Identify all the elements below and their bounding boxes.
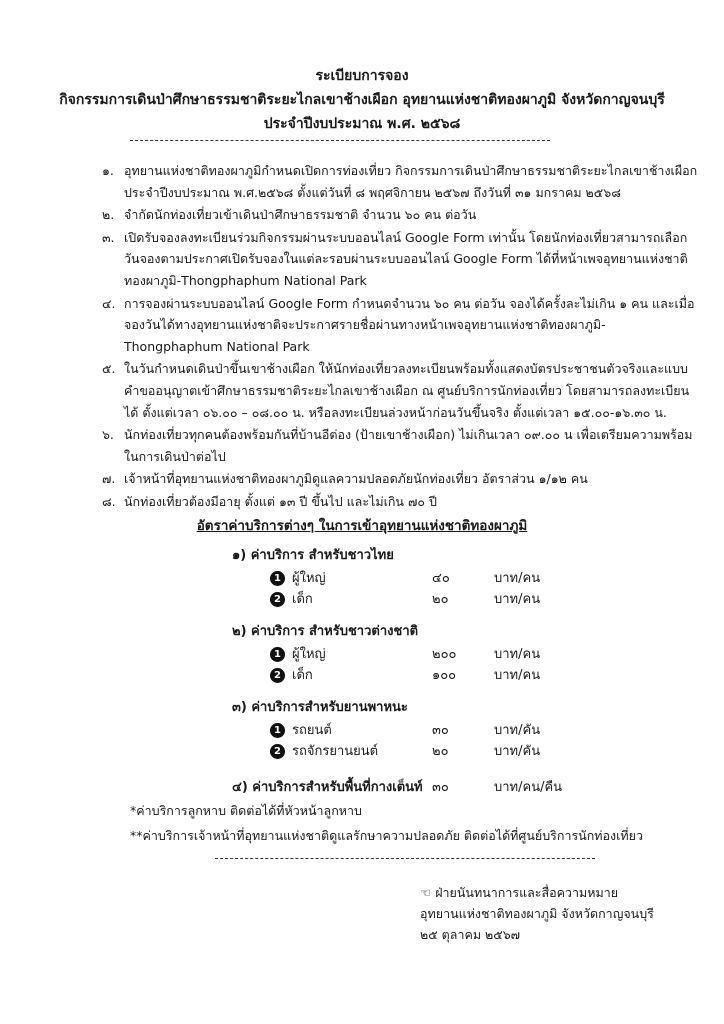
pointing-hand-icon: ☜ <box>420 885 432 900</box>
rule-item <box>102 227 702 292</box>
fee-item-unit: บาท/คน/คืน <box>494 780 563 795</box>
number-badge-icon: 2 <box>270 744 285 759</box>
fee-item-unit: บาท/คน <box>494 668 541 683</box>
number-badge-icon: 1 <box>270 571 285 586</box>
fee-item-name: รถยนต์ <box>292 723 332 738</box>
fee-item <box>232 568 652 589</box>
fee-item-name: ผู้ใหญ่ <box>292 647 326 662</box>
rule-text: นักท่องเที่ยวทุกคนต้องพร้อมกันที่บ้านอีต่อง (ป้ายเขาช้างเผือก) ไม่เกินเวลา ๐๙.๐๐ น เพื่อเตรียมความพร้อมในการเดินป่าต่อไป <box>124 427 693 464</box>
fee-item-unit: บาท/คน <box>494 592 541 607</box>
rule-item <box>102 424 702 467</box>
rule-number: ๓. <box>102 229 115 245</box>
fee-item-price: ๒๐ <box>432 592 449 607</box>
fee-item-name: ผู้ใหญ่ <box>292 571 326 586</box>
fee-item-unit: บาท/คน <box>494 571 541 586</box>
fee-item-price: ๒๐๐ <box>432 647 457 662</box>
fee-category-label: ๔) ค่าบริการสำหรับพื้นที่กางเต็นท์ <box>232 780 423 795</box>
fees-heading: อัตราค่าบริการต่างๆ ในการเข้าอุทยานแห่งชาติทองผาภูมิ <box>196 518 528 534</box>
rule-text: เปิดรับจองลงทะเบียนร่วมกิจกรรมผ่านระบบออนไลน์ Google Form เท่านั้น โดยนักท่องเที่ยวสามารถเลือกวันจองตามประกาศเปิดรับจองในแต่ละรอบผ่านระบบออนไลน์ Google Form ได้ที่หน้าเพจอุทยานแห่งชาติทองผาภูมิ-Thongphaphum National Park <box>124 229 688 288</box>
title-separator <box>130 140 550 141</box>
rule-item <box>102 204 702 226</box>
rule-text: เจ้าหน้าที่อุทยานแห่งชาติทองผาภูมิดูแลความปลอดภัยนักท่องเที่ยว อัตราส่วน ๑/๑๒ คน <box>124 471 588 487</box>
fee-item <box>232 741 652 762</box>
rule-number: ๔. <box>102 295 116 311</box>
fee-item <box>232 665 652 686</box>
fee-item-price: ๑๐๐ <box>432 668 457 683</box>
rule-item <box>102 468 702 490</box>
rule-text: นักท่องเที่ยวต้องมีอายุ ตั้งแต่ ๑๓ ปี ขึ้นไป และไม่เกิน ๗๐ ปี <box>124 493 437 509</box>
signature-park: อุทยานแห่งชาติทองผาภูมิ จังหวัดกาญจนบุรี <box>420 906 654 921</box>
title-line-3: ประจำปีงบประมาณ พ.ศ. ๒๕๖๘ <box>263 116 461 132</box>
number-badge-icon: 2 <box>270 592 285 607</box>
number-badge-icon: 1 <box>270 723 285 738</box>
rule-text: อุทยานแห่งชาติทองผาภูมิกำหนดเปิดการท่องเที่ยว กิจกรรมการเดินป่าศึกษาธรรมชาติระยะไกลเขาช้างเผือก ประจำปีงบประมาณ พ.ศ.๒๕๖๘ ตั้งแต่วันที่ ๘ พฤศจิกายน ๒๕๖๗ ถึงวันที่ ๓๑ มกราคม ๒๕๖๘ <box>124 163 698 200</box>
rule-number: ๒. <box>102 207 115 223</box>
note-staff: **ค่าบริการเจ้าหน้าที่อุทยานแห่งชาติดูแลรักษาความปลอดภัย ติดต่อได้ที่ศูนย์บริการนักท่องเที่ยว <box>130 828 643 843</box>
rule-number: ๘. <box>102 493 116 509</box>
rule-number: ๑. <box>102 163 114 178</box>
rule-text: จำกัดนักท่องเที่ยวเข้าเดินป่าศึกษาธรรมชาติ จำนวน ๖๐ คน ต่อวัน <box>124 207 477 223</box>
fee-item-price: ๓๐ <box>432 780 449 795</box>
number-badge-icon: 1 <box>270 647 285 662</box>
signature-block <box>420 882 720 945</box>
fee-item-price: ๔๐ <box>432 571 450 586</box>
fee-item-price: ๓๐ <box>432 723 449 738</box>
fee-item <box>232 720 652 741</box>
fee-category-vehicle: ๓) ค่าบริการสำหรับยานพาหนะ <box>232 700 408 715</box>
fee-category-camping <box>232 776 652 800</box>
rule-item <box>102 160 702 203</box>
footer-separator <box>215 858 595 859</box>
signature-date: ๒๕ ตุลาคม ๒๕๖๗ <box>420 927 521 942</box>
fee-category-thai: ๑) ค่าบริการ สำหรับชาวไทย <box>232 548 394 563</box>
note-porter: *ค่าบริการลูกหาบ ติดต่อได้ที่หัวหน้าลูกหาบ <box>130 803 362 818</box>
rule-item <box>102 491 702 513</box>
rule-number: ๗. <box>102 471 116 487</box>
fee-item-name: รถจักรยานยนต์ <box>292 744 379 759</box>
document-title <box>0 64 724 136</box>
fee-item-name: เด็ก <box>292 668 313 683</box>
fee-item-name: เด็ก <box>292 592 313 607</box>
rule-text: การจองผ่านระบบออนไลน์ Google Form กำหนดจำนวน ๖๐ คน ต่อวัน จองได้ครั้งละไม่เกิน ๑ คน และเมื่อจองวันได้ทางอุทยานแห่งชาติจะประกาศรายชื่อผ่านทางหน้าเพจอุทยานแห่งชาติทองผาภูมิ-Thongphaphum National Park <box>124 295 695 354</box>
fee-category-foreign: ๒) ค่าบริการ สำหรับชาวต่างชาติ <box>232 624 419 639</box>
signature-department: ฝ่ายนันทนาการและสื่อความหมาย <box>435 885 619 900</box>
fee-item-unit: บาท/คัน <box>494 744 541 759</box>
rule-number: ๖. <box>102 427 114 443</box>
notes <box>130 798 690 848</box>
fees-list <box>232 540 652 800</box>
title-line-1: ระเบียบการจอง <box>315 68 409 84</box>
rule-number: ๕. <box>102 361 116 377</box>
fee-item-price: ๒๐ <box>432 744 449 759</box>
fee-item <box>232 589 652 610</box>
fee-item <box>232 644 652 665</box>
title-line-2: กิจกรรมการเดินป่าศึกษาธรรมชาติระยะไกลเขาช้างเผือก อุทยานแห่งชาติทองผาภูมิ จังหวัดกาญจนบุรี <box>59 92 665 108</box>
rule-text: ในวันกำหนดเดินป่าขึ้นเขาช้างเผือก ให้นักท่องเที่ยวลงทะเบียนพร้อมทั้งแสดงบัตรประชาชนตัวจริงและแบบคำขออนุญาตเข้าศึกษาธรรมชาติระยะไกลเขาช้างเผือก ณ ศูนย์บริการนักท่องเที่ยว โดยสามารถลงทะเบียนได้ ตั้งแต่เวลา ๐๖.๐๐ – ๐๘.๐๐ น. หรือลงทะเบียนล่วงหน้าก่อนวันขึ้นจริง ตั้งแต่เวลา ๑๕.๐๐-๑๖.๓๐ น. <box>124 361 690 420</box>
fee-item-unit: บาท/คน <box>494 647 541 662</box>
rule-item <box>102 358 702 423</box>
number-badge-icon: 2 <box>270 668 285 683</box>
fee-item-unit: บาท/คัน <box>494 723 541 738</box>
booking-rules-list <box>102 160 702 514</box>
rule-item <box>102 293 702 358</box>
